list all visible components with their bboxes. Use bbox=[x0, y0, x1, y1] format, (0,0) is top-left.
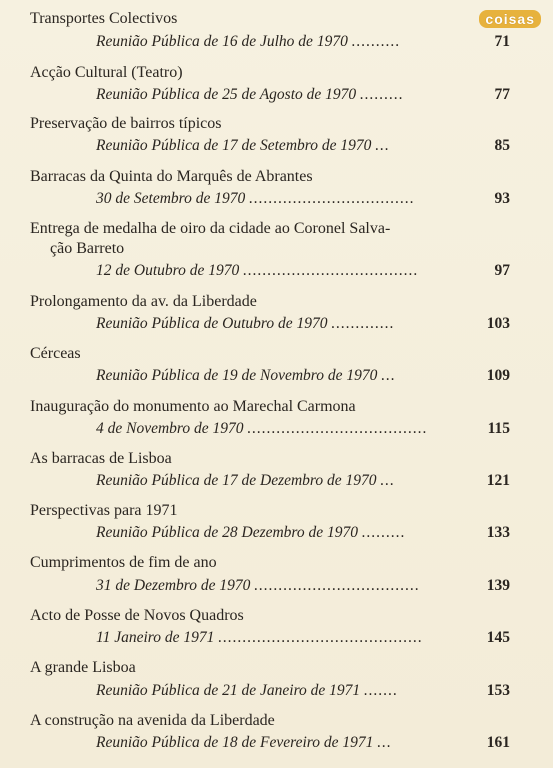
entry-subtitle bbox=[96, 261, 419, 280]
watermark-logo: coisas bbox=[479, 10, 541, 28]
entry-title: Entrega de medalha de oiro da cidade ao Coronel Salva- bbox=[30, 220, 391, 237]
entry-title: Cérceas bbox=[30, 345, 81, 362]
entry-title: Cumprimentos de fim de ano bbox=[30, 554, 217, 571]
entry-subtitle bbox=[96, 32, 400, 51]
entry-title: A grande Lisboa bbox=[30, 659, 136, 676]
entry-date: Reunião Pública de 18 de Fevereiro de 1971 bbox=[96, 734, 374, 751]
entry-subtitle bbox=[96, 471, 395, 490]
entry-title: Perspectivas para 1971 bbox=[30, 502, 178, 519]
entry-title: Acção Cultural (Teatro) bbox=[30, 64, 183, 81]
dot-leader: ... bbox=[380, 472, 396, 489]
entry-page-number: 145 bbox=[486, 629, 510, 646]
entry-subtitle bbox=[96, 576, 420, 595]
entry-date: Reunião Pública de 25 de Agosto de 1970 bbox=[96, 86, 357, 103]
entry-page-number: 77 bbox=[494, 86, 510, 103]
dot-leader: .......... bbox=[351, 33, 401, 50]
entry-page-number: 97 bbox=[494, 262, 510, 279]
entry-date: Reunião Pública de 19 de Novembro de 1970 bbox=[96, 367, 378, 384]
entry-title: A construção na avenida da Liberdade bbox=[30, 712, 275, 729]
entry-date: 30 de Setembro de 1970 bbox=[96, 190, 246, 207]
entry-subtitle bbox=[96, 628, 423, 647]
dot-leader: ............. bbox=[331, 315, 395, 332]
dot-leader: ....... bbox=[364, 682, 399, 699]
entry-date: 11 Janeiro de 1971 bbox=[96, 629, 215, 646]
dot-leader: ......... bbox=[360, 86, 404, 103]
entry-title: Inauguração do monumento ao Marechal Carmona bbox=[30, 398, 356, 415]
entry-page-number: 115 bbox=[487, 420, 510, 437]
entry-page-number: 85 bbox=[494, 137, 510, 154]
entry-subtitle bbox=[96, 419, 428, 438]
entry-date: Reunião Pública de 28 Dezembro de 1970 bbox=[96, 524, 359, 541]
dot-leader: ..................................... bbox=[247, 420, 428, 437]
entry-subtitle bbox=[96, 523, 406, 542]
entry-page-number: 93 bbox=[494, 190, 510, 207]
entry-page-number: 71 bbox=[494, 33, 510, 50]
entry-subtitle bbox=[96, 366, 396, 385]
entry-date: 4 de Novembro de 1970 bbox=[96, 420, 244, 437]
dot-leader: .......................................... bbox=[218, 629, 424, 646]
entry-page-number: 139 bbox=[486, 577, 510, 594]
entry-title: Transportes Colectivos bbox=[30, 10, 178, 27]
entry-date: 12 de Outubro de 1970 bbox=[96, 262, 240, 279]
entry-subtitle bbox=[96, 733, 392, 752]
entry-date: Reunião Pública de 16 de Julho de 1970 bbox=[96, 33, 348, 50]
entry-title-continuation: ção Barreto bbox=[50, 240, 125, 257]
entry-page-number: 109 bbox=[486, 367, 510, 384]
entry-title: Acto de Posse de Novos Quadros bbox=[30, 607, 244, 624]
dot-leader: ... bbox=[381, 367, 396, 384]
entry-page-number: 153 bbox=[486, 682, 510, 699]
entry-title: Barracas da Quinta do Marquês de Abrantes bbox=[30, 168, 313, 185]
dot-leader: .................................. bbox=[254, 577, 421, 594]
entry-date: Reunião Pública de 17 de Setembro de 1970 bbox=[96, 137, 372, 154]
dot-leader: .................................. bbox=[249, 190, 415, 207]
entry-subtitle bbox=[96, 136, 390, 155]
entry-title: Preservação de bairros típicos bbox=[30, 115, 222, 132]
entry-page-number: 133 bbox=[486, 524, 510, 541]
entry-title: As barracas de Lisboa bbox=[30, 450, 172, 467]
dot-leader: ... bbox=[377, 734, 392, 751]
entry-date: Reunião Pública de Outubro de 1970 bbox=[96, 315, 328, 332]
entry-date: Reunião Pública de 17 de Dezembro de 1970 bbox=[96, 472, 377, 489]
entry-subtitle bbox=[96, 314, 395, 333]
entry-date: 31 de Dezembro de 1970 bbox=[96, 577, 251, 594]
entry-page-number: 103 bbox=[486, 315, 510, 332]
dot-leader: ......... bbox=[361, 524, 406, 541]
entry-date: Reunião Pública de 21 de Janeiro de 1971 bbox=[96, 682, 361, 699]
dot-leader: .................................... bbox=[243, 262, 419, 279]
dot-leader: ... bbox=[375, 137, 390, 154]
entry-subtitle bbox=[96, 681, 398, 700]
entry-page-number: 161 bbox=[486, 734, 510, 751]
entry-page-number: 121 bbox=[486, 472, 510, 489]
entry-subtitle bbox=[96, 85, 404, 104]
entry-title: Prolongamento da av. da Liberdade bbox=[30, 293, 257, 310]
entry-subtitle bbox=[96, 189, 415, 208]
